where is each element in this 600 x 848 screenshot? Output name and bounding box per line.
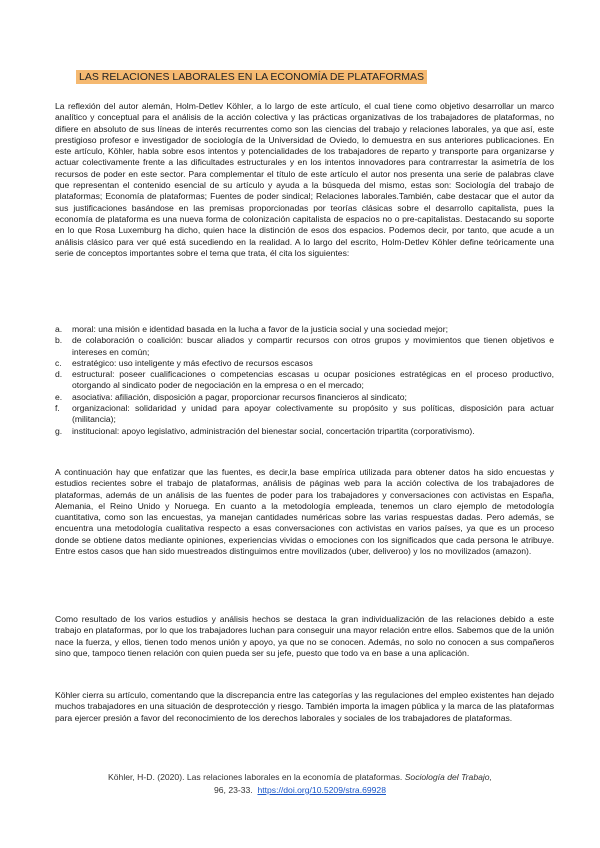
list-item-text: organizacional: solidaridad y unidad para apoyar colectivamente su propósito y sus políticas, disposición para actuar (militancia); [72,403,554,425]
list-marker: b. [55,335,63,346]
list-item [55,335,554,358]
list-item-text: de colaboración o coalición: buscar aliados y compartir recursos con otros grupos y movimientos que tienen objetivos e intereses en común; [72,335,554,357]
list-item [55,369,554,392]
list-item-text: estructural: poseer cualificaciones o competencias escasas u ocupar posiciones estratégicas en el proceso productivo, otorgando al sindicato poder de negociación en la empresa o en el mercado; [72,369,554,391]
concept-list [55,324,554,437]
list-marker: f. [55,403,60,414]
list-marker: a. [55,324,63,334]
document-title: LAS RELACIONES LABORALES EN LA ECONOMÍA DE PLATAFORMAS [76,70,427,84]
doi-link[interactable]: https://doi.org/10.5209/stra.69928 [257,784,386,795]
list-item-text: estratégico: uso inteligente y más efectivo de recursos escasos [72,357,313,368]
list-marker: d. [55,369,63,380]
list-item [55,392,554,403]
list-item-text: moral: una misión e identidad basada en la lucha a favor de la justicia social y una sociedad mejor; [72,324,448,334]
reference-authors: Köhler, H-D. (2020). Las relaciones laborales en la economía de plataformas. [108,772,405,782]
list-marker: e. [55,391,63,402]
list-item [55,426,554,437]
reference-volume: 96, 23-33. [213,784,253,795]
paragraph-results: Como resultado de los varios estudios y análisis hechos se destaca la gran individualización de las relaciones debido a este trabajo en plataformas, por lo que los trabajadores luchan para conseguir una mayor relación entre ellos. Sabemos que de la unión nace la fuerza, y ellos, tienen todo menos unión y apoyo, ya que no se conocen. Además, no solo no conocen a sus compañeros sino que, tampoco tienen relación con quien pueda ser su jefe, puesto que todo va en base a una aplicación. [55,614,554,658]
list-item [55,324,554,335]
list-item-text: asociativa: afiliación, disposición a pagar, proporcionar recursos financieros al sindicato; [72,391,407,402]
reference-journal: Sociología del Trabajo, [404,772,492,782]
list-item [55,403,554,426]
paragraph-sources: A continuación hay que enfatizar que las fuentes, es decir,la base empírica utilizada para obtener datos ha sido encuestas y estudios recientes sobre el trabajo de plataformas, análisis de páginas web para la acción colectiva de los trabajadores de plataformas, además de un análisis de las fuentes de poder para los trabajadores y conversaciones con activistas en España, Alemania, el Reino Unido y Noruega. En cuanto a la metodología empleada, tenemos un claro ejemplo de metodología cuantitativa, como son las encuestas, ya manejan cantidades numéricas sobre las varias respuestas dadas. Pero además, se encuentra una metodología cualitativa respecto a esas conversaciones con activistas en varios países, ya que es un proceso donde se obtiene datos mediante opiniones, experiencias vividas o emociones con los significados que cada persona le atribuye. Entre estos casos que han sido muestreados distinguimos entre movilizados (uber, deliveroo) y los no movilizados (amazon). [55,467,554,557]
paragraph-intro: La reflexión del autor alemán, Holm-Detlev Köhler, a lo largo de este artículo, el cual tiene como objetivo desarrollar un marco analítico y conceptual para el análisis de la acción colectiva y las prácticas organizativas de los trabajadores de plataformas, no difiere en absoluto de sus líneas de interés recurrentes como son las ciencias del trabajo y relaciones laborales, ya que así, este prestigioso profesor e investigador de sociología de la Universidad de Oviedo, lo demuestra en sus anteriores publicaciones. En este artículo, Köhler, habla sobre esos intentos y potencialidades de los trabajadores de reparto y transporte para organizarse y actuar colectivamente frente a las dificultades estructurales y en los intentos innovadores para contrarrestar la asimetría de los recursos de poder en este sector. Para complementar el título de este artículo el autor nos presenta una serie de palabras clave que representan el contenido esencial de su artículo y ayuda a la búsqueda del mismo, estas son: Sociología del trabajo de plataformas; Economía de plataformas; Fuentes de poder sindical; Relaciones laborales.También, cabe destacar que el autor da sus justificaciones basándose en las premisas proporcionadas por teorías clásicas sobre el desarrollo capitalista, pues la economía de plataforma es una nueva forma de colonización capitalista de espacios no o pre-capitalistas. Destacando su soporte en lo que Rosa Luxemburg ha dicho, quien hace la distinción de esos dos espacios. Podemos decir, por tanto, que acude a un análisis clásico para ver qué está sucediendo en la realidad. A lo largo del escrito, Holm-Detlev Köhler define teóricamente una serie de conceptos importantes sobre el tema que trata, él cita los siguientes: [55,101,554,258]
paragraph-conclusion: Köhler cierra su artículo, comentando que la discrepancia entre las categorías y las regulaciones del empleo existentes han dejado muchos trabajadores en una situación de desprotección y riesgo. También importa la imagen pública y la marca de las plataformas para ejercer presión a favor del reconocimiento de los derechos laborales y sociales de los trabajadores de plataformas. [55,690,554,723]
list-marker: c. [55,357,62,368]
list-item [55,358,554,369]
list-item-text: institucional: apoyo legislativo, administración del bienestar social, concertación tripartita (corporativismo). [72,425,475,436]
reference-citation [60,771,540,796]
list-marker: g. [55,425,63,436]
